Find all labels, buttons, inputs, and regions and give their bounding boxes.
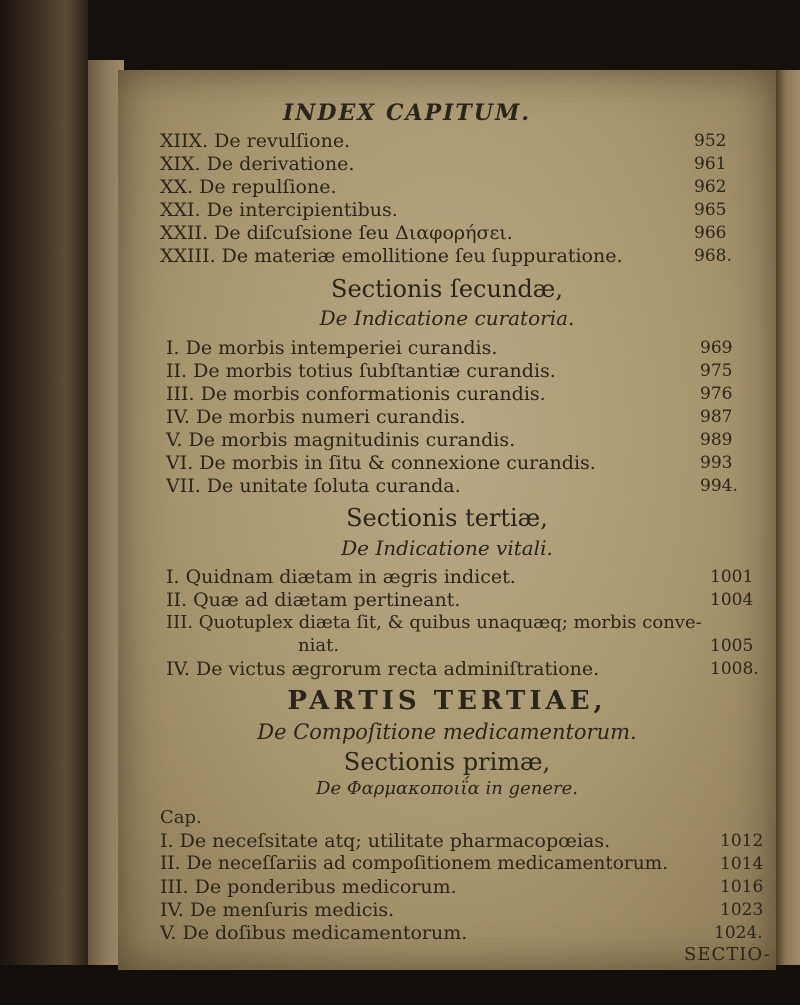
page-number: 968. <box>694 246 732 266</box>
list-item: XXI. De intercipientibus. <box>160 199 398 221</box>
page-number: 952 <box>694 131 727 151</box>
cap-label: Cap. <box>160 807 202 828</box>
background-bottom <box>0 965 800 1005</box>
list-item: V. De doſibus medicamentorum. <box>160 922 468 944</box>
list-item: XXII. De diſcuſsione ſeu Διαφορήσει. <box>160 222 513 244</box>
page-number: 1016 <box>720 877 764 897</box>
binding-shadow <box>0 0 88 1005</box>
page-number: 989 <box>700 430 733 450</box>
list-item: VII. De unitate ſoluta curanda. <box>166 475 461 497</box>
list-item: XIX. De derivatione. <box>160 153 355 175</box>
page-number: 962 <box>694 177 727 197</box>
list-item: XIIX. De revulſione. <box>160 130 351 152</box>
page-number: 1012 <box>720 831 764 851</box>
page-number: 987 <box>700 407 733 427</box>
list-item: XXIII. De materiæ emollitione ſeu ſuppuratione. <box>160 245 623 267</box>
page-number: 976 <box>700 384 733 404</box>
list-item: II. De neceſſariis ad compoſitionem medicamentorum. <box>160 853 669 874</box>
section-subheading: De Indicatione vitali. <box>341 536 553 560</box>
page-number: 1004 <box>710 590 754 610</box>
book-page <box>118 70 776 970</box>
page-number: 1001 <box>710 567 754 587</box>
list-item: IV. De menſuris medicis. <box>160 899 395 921</box>
list-item: II. Quæ ad diætam pertineant. <box>166 589 461 611</box>
section-heading: Sectionis ſecundæ, <box>331 275 563 303</box>
part-subheading: De Compoſitione medicamentorum. <box>257 720 637 744</box>
page-number: 975 <box>700 361 733 381</box>
page-number: 961 <box>694 154 727 174</box>
page-number: 1005 <box>710 636 754 656</box>
list-item: III. De ponderibus medicorum. <box>160 876 457 898</box>
section-subheading: De Φαρμακοποιΐα in genere. <box>316 778 578 799</box>
list-item: IV. De morbis numeri curandis. <box>166 406 466 428</box>
list-item: III. Quotuplex diæta ſit, & quibus unaquæq; morbis conve- <box>166 612 702 633</box>
section-subheading: De Indicatione curatoria. <box>319 306 575 330</box>
list-item: I. De neceſsitate atq; utilitate pharmacopœias. <box>160 830 611 852</box>
catchword: SECTIO- <box>684 944 771 965</box>
page-number: 993 <box>700 453 733 473</box>
page-number: 1023 <box>720 900 764 920</box>
list-item: I. Quidnam diætam in ægris indicet. <box>166 566 516 588</box>
section-heading: Sectionis tertiæ, <box>346 504 548 532</box>
running-title: INDEX CAPITUM. <box>283 100 531 126</box>
page-number: 1014 <box>720 854 764 874</box>
section-heading: Sectionis primæ, <box>343 748 551 776</box>
page-number: 1024. <box>714 923 763 943</box>
list-item: II. De morbis totius ſubſtantiæ curandis. <box>166 360 556 382</box>
facing-page-edge <box>776 70 800 970</box>
list-item: XX. De repulſione. <box>160 176 337 198</box>
page-number: 1008. <box>710 659 759 679</box>
list-item: VI. De morbis in ſitu & connexione curandis. <box>166 452 596 474</box>
page-number: 969 <box>700 338 733 358</box>
part-heading: PARTIS TERTIAE, <box>287 686 607 716</box>
page-number: 994. <box>700 476 738 496</box>
list-item: IV. De victus ægrorum recta adminiſtratione. <box>166 658 600 680</box>
page-number: 965 <box>694 200 727 220</box>
list-item: III. De morbis conformationis curandis. <box>166 383 546 405</box>
list-item: niat. <box>298 635 340 656</box>
list-item: I. De morbis intemperiei curandis. <box>166 337 498 359</box>
list-item: V. De morbis magnitudinis curandis. <box>166 429 516 451</box>
page-number: 966 <box>694 223 727 243</box>
